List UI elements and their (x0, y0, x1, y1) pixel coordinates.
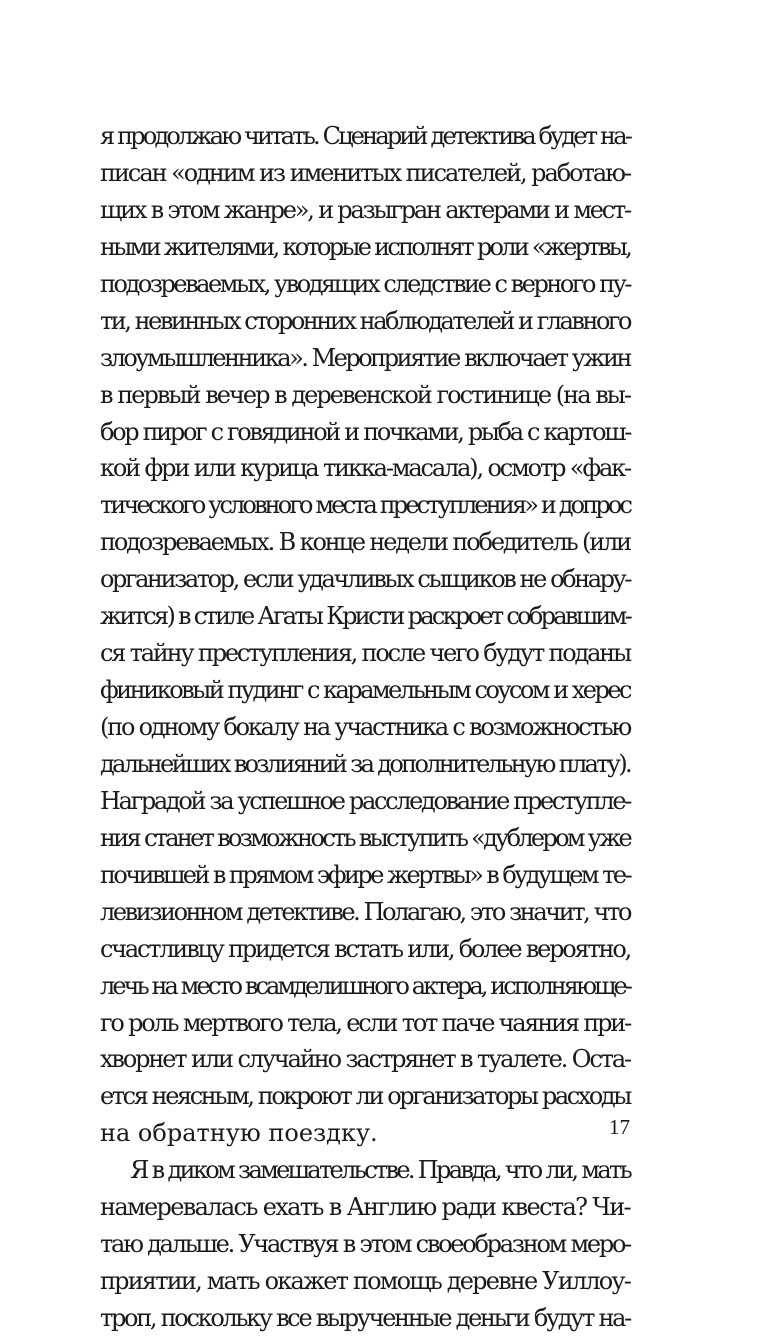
text-line: тического условного места преступления» и допрос (100, 491, 631, 520)
paragraph-1 (100, 118, 630, 1152)
text-line: на обратную поездку. (100, 1119, 378, 1148)
text-line: бор пирог с говядиной и почками, рыба с картош- (100, 417, 630, 446)
text-line: подозреваемых, уводящих следствие с верного пу- (100, 269, 631, 298)
text-line: Я в диком замешательстве. Правда, что ли, мать (130, 1156, 631, 1185)
text-line: жится) в стиле Агаты Кристи раскроет собравшим- (100, 602, 630, 631)
body-text (100, 118, 630, 1337)
text-line: ется неясным, покроют ли организаторы расходы (100, 1082, 630, 1111)
text-line: ти, невинных сторонних наблюдателей и главного (100, 306, 631, 335)
text-line: лечь на место всамделишного актера, исполняюще- (100, 971, 631, 1000)
text-line: в первый вечер в деревенской гостинице (на вы- (100, 380, 630, 409)
text-line: счастливцу придется встать или, более вероятно, (100, 934, 630, 963)
text-line: я продолжаю читать. Сценарий детектива будет на- (100, 122, 630, 150)
text-line: троп, поскольку все вырученные деньги будут на- (100, 1304, 630, 1332)
text-line: организатор, если удачливых сыщиков не обнару- (100, 565, 631, 594)
page-number: 17 (609, 1115, 630, 1139)
text-line: финиковый пудинг с карамельным соусом и херес (100, 676, 630, 705)
text-line: левизионном детективе. Полагаю, это значит, что (100, 897, 631, 926)
text-line: кой фри или курица тикка-масала), осмотр «фак- (100, 454, 630, 483)
text-line: Наградой за успешное расследование преступле- (100, 786, 631, 815)
text-line: щих в этом жанре», и разыгран актерами и мест- (100, 195, 631, 224)
text-line: писан «одним из именитых писателей, работаю- (100, 158, 631, 187)
text-line: (по одному бокалу на участника с возможностью (100, 713, 631, 741)
text-line: злоумышленника». Мероприятие включает ужин (100, 343, 631, 372)
text-line: почившей в прямом эфире жертвы» в будущем те- (100, 860, 631, 889)
text-line: приятии, мать окажет помощь деревне Уиллоу- (100, 1267, 631, 1296)
paragraph-2 (100, 1152, 630, 1337)
text-line: хворнет или случайно застрянет в туалете. Оста- (100, 1045, 631, 1074)
text-line: го роль мертвого тела, если тот паче чаяния при- (100, 1008, 630, 1037)
text-line: дальнейших возлияний за дополнительную плату). (100, 749, 630, 778)
text-line: намеревалась ехать в Англию ради квеста? Чи- (100, 1193, 630, 1222)
text-line: ся тайну преступления, после чего будут поданы (100, 639, 631, 668)
text-line: таю дальше. Участвуя в этом своеобразном меро- (100, 1230, 631, 1259)
text-line: ными жителями, которые исполнят роли «жертвы, (100, 232, 630, 261)
text-line: подозреваемых. В конце недели победитель (или (100, 528, 630, 557)
text-line: ния станет возможность выступить «дублером уже (100, 823, 630, 852)
